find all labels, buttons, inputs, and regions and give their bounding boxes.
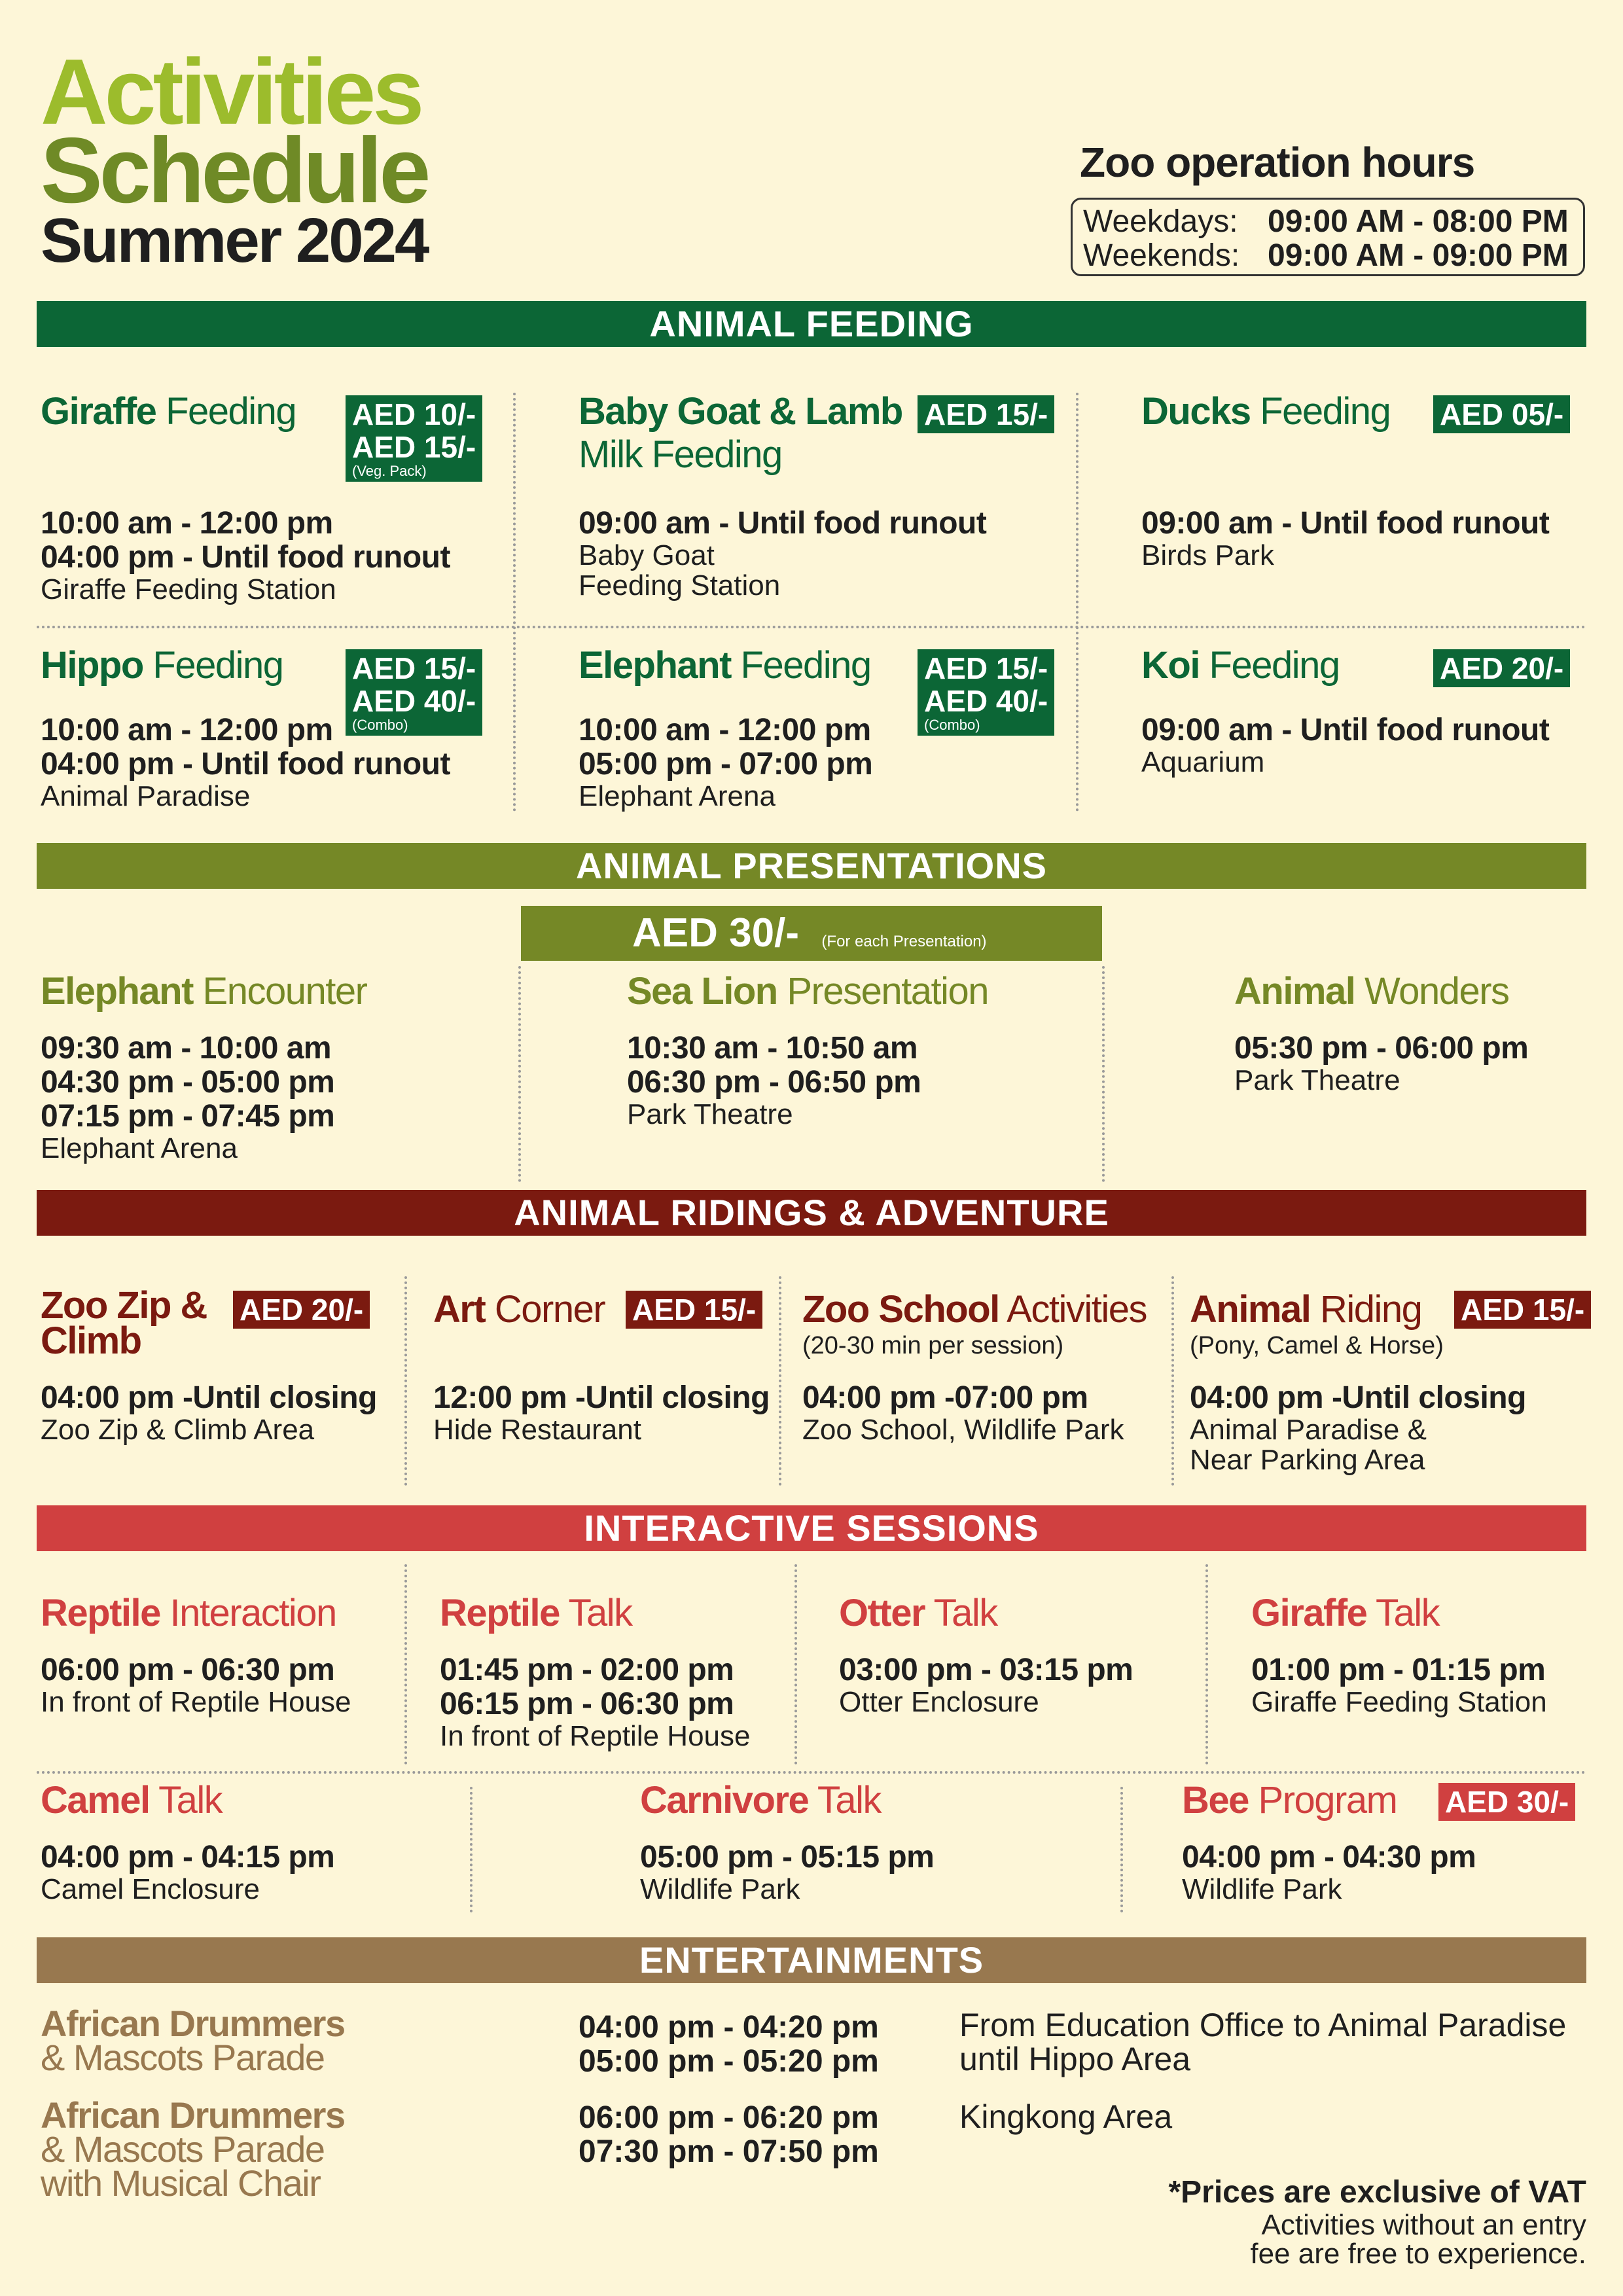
time-range: 06:30 pm - 06:50 pm bbox=[627, 1065, 921, 1100]
price-badge: AED 15/- bbox=[1454, 1291, 1591, 1329]
divider bbox=[779, 1276, 781, 1486]
divider bbox=[404, 1276, 407, 1486]
activity-title: Zoo School Activities bbox=[802, 1288, 1147, 1331]
time-range: 01:00 pm - 01:15 pm bbox=[1251, 1653, 1546, 1687]
activity-title: Giraffe Talk bbox=[1251, 1592, 1440, 1634]
activity-card-animal-wonders bbox=[1234, 970, 1528, 1096]
activity-title: Otter Talk bbox=[839, 1592, 997, 1634]
location: Elephant Arena bbox=[41, 1132, 238, 1164]
price-badge: AED 30/- bbox=[1438, 1783, 1575, 1821]
location: Park Theatre bbox=[627, 1098, 793, 1130]
weekends-hours: 09:00 AM - 09:00 PM bbox=[1268, 238, 1569, 273]
section-banner-presentations: ANIMAL PRESENTATIONS bbox=[37, 843, 1586, 889]
entertainment-location-1: From Education Office to Animal Paradise until Hippo Area bbox=[959, 2007, 1567, 2077]
time-range: 10:00 am - 12:00 pm bbox=[41, 506, 333, 541]
time-range: 03:00 pm - 03:15 pm bbox=[839, 1653, 1133, 1687]
activity-subtitle: (Pony, Camel & Horse) bbox=[1190, 1332, 1444, 1359]
activity-title: Art Corner bbox=[433, 1288, 605, 1331]
activity-card-reptile-interaction bbox=[41, 1592, 351, 1717]
time-range: 06:00 pm - 06:30 pm bbox=[41, 1653, 335, 1687]
section-banner-ridings: ANIMAL RIDINGS & ADVENTURE bbox=[37, 1190, 1586, 1236]
location: In front of Reptile House bbox=[41, 1686, 351, 1718]
divider bbox=[794, 1564, 797, 1765]
price-badge: AED 20/- bbox=[1433, 649, 1570, 687]
weekdays-label: Weekdays: bbox=[1083, 204, 1238, 239]
time-range: 12:00 pm -Until closing bbox=[433, 1380, 770, 1415]
time-range: 04:00 pm - 04:30 pm bbox=[1182, 1840, 1476, 1874]
activity-card-elephant-feeding bbox=[579, 644, 872, 812]
location: Animal Paradise bbox=[41, 780, 251, 812]
divider bbox=[37, 626, 1586, 628]
activity-card-carnivore-talk bbox=[640, 1779, 934, 1905]
activity-card-giraffe-talk bbox=[1251, 1592, 1547, 1717]
activity-title: Elephant Encounter bbox=[41, 970, 367, 1013]
location: Giraffe Feeding Station bbox=[41, 573, 336, 605]
location: Camel Enclosure bbox=[41, 1873, 260, 1905]
vat-text: *Prices are exclusive of VAT bbox=[1168, 2175, 1586, 2210]
location: Aquarium bbox=[1141, 746, 1265, 778]
title-summer: Summer 2024 bbox=[41, 206, 428, 276]
location: Zoo School, Wildlife Park bbox=[802, 1414, 1124, 1446]
location: Feeding Station bbox=[579, 569, 781, 601]
location: Otter Enclosure bbox=[839, 1686, 1039, 1718]
time-range: 04:00 pm -Until closing bbox=[41, 1380, 377, 1415]
activity-title: Hippo Feeding bbox=[41, 644, 283, 687]
time-range: 10:00 am - 12:00 pm bbox=[41, 713, 333, 747]
activity-card-sea-lion-presentation bbox=[627, 970, 988, 1130]
time-range: 04:00 pm - Until food runout bbox=[41, 540, 450, 575]
time-range: 10:00 am - 12:00 pm bbox=[579, 713, 871, 747]
location: In front of Reptile House bbox=[440, 1720, 751, 1752]
activity-title: Reptile Talk bbox=[440, 1592, 632, 1634]
activity-title: Bee Program bbox=[1182, 1779, 1397, 1821]
divider bbox=[1205, 1564, 1208, 1765]
hours-title: Zoo operation hours bbox=[1080, 139, 1475, 186]
entertainment-title-2: African Drummers & Mascots Parade with Musical Chair bbox=[41, 2094, 345, 2204]
activity-title: Reptile Interaction bbox=[41, 1592, 336, 1634]
vat-note bbox=[1168, 2174, 1586, 2269]
time-range: 10:30 am - 10:50 am bbox=[627, 1031, 918, 1066]
location: Near Parking Area bbox=[1190, 1444, 1425, 1476]
activity-title: Ducks Feeding bbox=[1141, 390, 1391, 433]
entertainment-title-1: African Drummers & Mascots Parade bbox=[41, 2003, 345, 2078]
location: Baby Goat bbox=[579, 539, 715, 571]
divider bbox=[1076, 393, 1079, 812]
activity-card-bee-program bbox=[1182, 1779, 1476, 1905]
weekends-label: Weekends: bbox=[1083, 238, 1240, 273]
location: Wildlife Park bbox=[1182, 1873, 1342, 1905]
location: Giraffe Feeding Station bbox=[1251, 1686, 1547, 1718]
time-range: 04:30 pm - 05:00 pm bbox=[41, 1065, 335, 1100]
time-range: 01:45 pm - 02:00 pm bbox=[440, 1653, 734, 1687]
presentations-price-badge: AED 30/- (For each Presentation) bbox=[521, 906, 1102, 961]
location: Elephant Arena bbox=[579, 780, 776, 812]
time-range: 04:00 pm -07:00 pm bbox=[802, 1380, 1088, 1415]
entertainment-location-2: Kingkong Area bbox=[959, 2098, 1173, 2135]
price-badge: AED 20/- bbox=[233, 1291, 370, 1329]
hours-box bbox=[1071, 198, 1585, 276]
activity-card-elephant-encounter bbox=[41, 970, 366, 1164]
activity-title: Animal Wonders bbox=[1234, 970, 1509, 1013]
divider bbox=[1102, 966, 1105, 1182]
title-activities: Activities bbox=[41, 40, 421, 144]
time-range: 07:15 pm - 07:45 pm bbox=[41, 1099, 335, 1134]
activity-title: Zoo Zip & bbox=[41, 1284, 207, 1327]
section-banner-feeding: ANIMAL FEEDING bbox=[37, 301, 1586, 347]
price-badge: AED 15/- AED 40/- (Combo) bbox=[918, 649, 1054, 736]
entertainment-times-1: 04:00 pm - 04:20 pm 05:00 pm - 05:20 pm bbox=[579, 2010, 879, 2079]
activity-card-zoo-school bbox=[802, 1288, 1147, 1445]
time-range: 05:30 pm - 06:00 pm bbox=[1234, 1031, 1529, 1066]
time-range: 09:00 am - Until food runout bbox=[1141, 506, 1550, 541]
entertainment-times-2: 06:00 pm - 06:20 pm 07:30 pm - 07:50 pm bbox=[579, 2100, 879, 2169]
activity-card-otter-talk bbox=[839, 1592, 1133, 1717]
weekends-row bbox=[1083, 239, 1573, 273]
location: Park Theatre bbox=[1234, 1064, 1400, 1096]
divider bbox=[404, 1564, 407, 1765]
divider bbox=[37, 1771, 1586, 1774]
price-badge: AED 15/- AED 40/- (Combo) bbox=[346, 649, 482, 736]
location: Birds Park bbox=[1141, 539, 1274, 571]
free-note-line2: fee are free to experience. bbox=[1250, 2238, 1586, 2270]
activity-card-camel-talk bbox=[41, 1779, 334, 1905]
divider bbox=[1171, 1276, 1174, 1486]
section-banner-interactive: INTERACTIVE SESSIONS bbox=[37, 1505, 1586, 1551]
price-badge: AED 05/- bbox=[1433, 395, 1570, 433]
section-banner-entertainments: ENTERTAINMENTS bbox=[37, 1937, 1586, 1983]
activity-title: Climb bbox=[41, 1319, 141, 1362]
activity-title: Baby Goat & Lamb bbox=[579, 390, 902, 433]
time-range: 05:00 pm - 07:00 pm bbox=[579, 747, 873, 781]
divider bbox=[1120, 1787, 1123, 1912]
weekdays-hours: 09:00 AM - 08:00 PM bbox=[1268, 204, 1569, 239]
time-range: 09:00 am - Until food runout bbox=[579, 506, 987, 541]
weekdays-row bbox=[1083, 205, 1573, 239]
price-badge: AED 15/- bbox=[918, 395, 1054, 433]
activity-title: Camel Talk bbox=[41, 1779, 223, 1821]
time-range: 09:30 am - 10:00 am bbox=[41, 1031, 332, 1066]
title-schedule: Schedule bbox=[41, 118, 428, 223]
divider bbox=[470, 1787, 473, 1912]
time-range: 04:00 pm - 04:15 pm bbox=[41, 1840, 335, 1874]
activity-title: Koi Feeding bbox=[1141, 644, 1340, 687]
activity-subtitle: Milk Feeding bbox=[579, 433, 782, 476]
time-range: 09:00 am - Until food runout bbox=[1141, 713, 1550, 747]
activity-title: Giraffe Feeding bbox=[41, 390, 296, 433]
price-badge: AED 10/- AED 15/- (Veg. Pack) bbox=[346, 395, 482, 482]
activity-subtitle: (20-30 min per session) bbox=[802, 1332, 1064, 1359]
price-badge: AED 15/- bbox=[626, 1291, 762, 1329]
activity-title: Elephant Feeding bbox=[579, 644, 871, 687]
time-range: 06:15 pm - 06:30 pm bbox=[440, 1687, 734, 1721]
activity-title: Sea Lion Presentation bbox=[627, 970, 988, 1013]
activity-card-reptile-talk bbox=[440, 1592, 750, 1751]
divider bbox=[518, 966, 521, 1182]
divider bbox=[513, 393, 516, 812]
location: Zoo Zip & Climb Area bbox=[41, 1414, 315, 1446]
time-range: 05:00 pm - 05:15 pm bbox=[640, 1840, 935, 1874]
free-note-line1: Activities without an entry bbox=[1261, 2209, 1586, 2241]
activity-title: Carnivore Talk bbox=[640, 1779, 881, 1821]
location: Hide Restaurant bbox=[433, 1414, 641, 1446]
activity-title: Animal Riding bbox=[1190, 1288, 1422, 1331]
time-range: 04:00 pm - Until food runout bbox=[41, 747, 450, 781]
time-range: 04:00 pm -Until closing bbox=[1190, 1380, 1526, 1415]
location: Wildlife Park bbox=[640, 1873, 800, 1905]
location: Animal Paradise & bbox=[1190, 1414, 1427, 1446]
